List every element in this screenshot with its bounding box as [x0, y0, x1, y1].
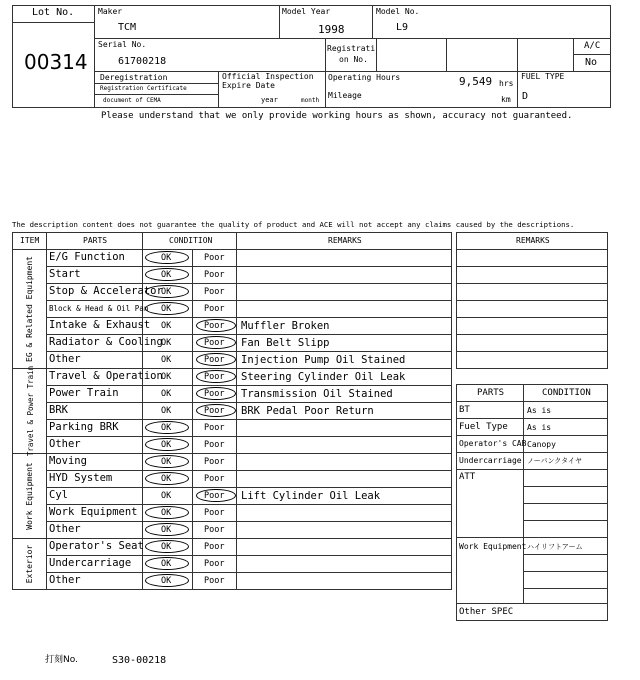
serial-no-label: Serial No.	[98, 40, 147, 49]
group-label-exterior: Exterior	[25, 544, 34, 584]
poor-label: Poor	[204, 304, 225, 314]
year-label: year	[261, 96, 278, 104]
row-part: Work Equipment	[49, 506, 138, 518]
maker-value: TCM	[118, 22, 137, 33]
spec-part-fuel-type: Fuel Type	[459, 422, 508, 432]
row-part: Power Train	[49, 387, 119, 399]
hrs-label: hrs	[499, 79, 514, 88]
model-no-value: L9	[396, 22, 409, 33]
row-remark: Transmission Oil Stained	[241, 388, 393, 400]
group-label-travel: Travel & Power Train	[26, 365, 35, 457]
row-part: Other	[49, 438, 81, 450]
poor-circle-mark	[196, 319, 236, 332]
ok-label: OK	[161, 542, 172, 552]
row-part: HYD System	[49, 472, 113, 484]
spec-part-bt: BT	[459, 405, 470, 415]
row-part: Other	[49, 574, 81, 586]
spec-cond-bt: As is	[527, 406, 552, 415]
spec-cond-operators-cab: Canopy	[527, 440, 556, 449]
row-part: Intake & Exhaust	[49, 319, 151, 331]
ok-label: OK	[161, 355, 172, 365]
row-part: Undercarriage	[49, 557, 132, 569]
poor-label: Poor	[204, 270, 225, 280]
registration-label-2: on No.	[339, 55, 368, 64]
row-part: Stop & Accelerator	[49, 285, 163, 297]
fuel-type-value: D	[522, 91, 529, 102]
ok-circle-mark	[145, 268, 189, 281]
row-part: Radiator & Cooling	[49, 336, 163, 348]
spec-part-att: ATT	[459, 472, 476, 482]
operating-hours-label: Operating Hours	[328, 73, 401, 82]
ok-circle-mark	[145, 285, 189, 298]
ok-circle-mark	[145, 421, 189, 434]
serial-no-value: 61700218	[118, 56, 167, 67]
km-label: km	[501, 95, 511, 104]
inspection-label-1: Official Inspection	[222, 72, 314, 81]
poor-label: Poor	[204, 321, 225, 331]
disclaimer: The description content does not guarantee the quality of product and ACE will not accept any claims caused by the descriptions.	[12, 220, 575, 229]
ok-label: OK	[161, 491, 172, 501]
ok-label: OK	[161, 253, 172, 263]
cema-label: document of CEMA	[103, 97, 161, 104]
parts-header: PARTS	[83, 236, 108, 245]
poor-label: Poor	[204, 474, 225, 484]
ok-circle-mark	[145, 574, 189, 587]
operating-hours-value: 9,549	[459, 75, 493, 88]
poor-label: Poor	[204, 406, 225, 416]
month-label: month	[301, 97, 320, 104]
poor-circle-mark	[196, 370, 236, 383]
row-part: E/G Function	[49, 251, 125, 263]
spec-condition-header: CONDITION	[542, 388, 591, 398]
poor-label: Poor	[204, 338, 225, 348]
group-label-work: Work Equipment	[25, 462, 34, 530]
row-part: Operator's Seat	[49, 540, 144, 552]
lot-no-value: 00314	[24, 50, 88, 74]
poor-circle-mark	[196, 404, 236, 417]
ok-label: OK	[161, 287, 172, 297]
spec-cond-fuel-type: As is	[527, 423, 552, 432]
poor-label: Poor	[204, 457, 225, 467]
stamp-no: S30-00218	[112, 655, 167, 666]
ok-label: OK	[161, 508, 172, 518]
ok-label: OK	[161, 440, 172, 450]
row-part: BRK	[49, 404, 68, 416]
remarks-header: REMARKS	[328, 236, 362, 245]
ok-label: OK	[161, 474, 172, 484]
row-remark: Steering Cylinder Oil Leak	[241, 371, 406, 383]
ok-label: OK	[161, 270, 172, 280]
poor-label: Poor	[204, 253, 225, 263]
ok-circle-mark	[145, 455, 189, 468]
row-remark: Muffler Broken	[241, 320, 330, 332]
poor-circle-mark	[196, 387, 236, 400]
row-part: Travel & Operation	[49, 370, 163, 382]
spec-parts-header: PARTS	[477, 388, 505, 398]
ok-label: OK	[161, 559, 172, 569]
maker-label: Maker	[98, 7, 123, 16]
ok-label: OK	[161, 389, 172, 399]
ac-label: A/C	[584, 41, 601, 51]
ok-label: OK	[161, 423, 172, 433]
poor-label: Poor	[204, 372, 225, 382]
row-part: Parking BRK	[49, 421, 119, 433]
fuel-type-label: FUEL TYPE	[521, 72, 565, 81]
row-remark: Injection Pump Oil Stained	[241, 354, 406, 366]
ok-label: OK	[161, 457, 172, 467]
ac-value: No	[585, 57, 598, 68]
ok-label: OK	[161, 338, 172, 348]
poor-circle-mark	[196, 353, 236, 366]
deregistration-label: Deregistration	[100, 73, 168, 82]
ok-circle-mark	[145, 540, 189, 553]
poor-label: Poor	[204, 525, 225, 535]
registration-label-1: Registrati	[327, 44, 376, 53]
poor-circle-mark	[196, 489, 236, 502]
spec-part-other-spec: Other SPEC	[459, 607, 514, 617]
group-label-eg: EG & Related Equipment	[25, 256, 34, 362]
ok-circle-mark	[145, 438, 189, 451]
row-remark: Fan Belt Slipp	[241, 337, 330, 349]
row-part: Cyl	[49, 489, 68, 501]
model-year-label: Model Year	[282, 7, 331, 16]
row-remark: Lift Cylinder Oil Leak	[241, 490, 381, 502]
condition-header: CONDITION	[169, 236, 213, 245]
ok-circle-mark	[145, 251, 189, 264]
poor-circle-mark	[196, 336, 236, 349]
ok-label: OK	[161, 321, 172, 331]
row-part: Other	[49, 353, 81, 365]
ok-label: OK	[161, 304, 172, 314]
row-remark: BRK Pedal Poor Return	[241, 405, 374, 417]
row-part: Block & Head & Oil Pan	[49, 304, 149, 313]
item-header: ITEM	[20, 236, 40, 245]
accuracy-notice: Please understand that we only provide working hours as shown, accuracy not guaranteed.	[101, 111, 573, 121]
poor-label: Poor	[204, 491, 225, 501]
poor-label: Poor	[204, 559, 225, 569]
row-part: Moving	[49, 455, 87, 467]
registration-cert-label: Registration Certificate	[100, 85, 187, 92]
spec-part-operators-cab: Operator's CAB	[459, 439, 527, 448]
ok-circle-mark	[145, 302, 189, 315]
ok-circle-mark	[145, 472, 189, 485]
poor-label: Poor	[204, 440, 225, 450]
row-part: Other	[49, 523, 81, 535]
inspection-label-2: Expire Date	[222, 81, 275, 90]
spec-cond-undercarriage: ノーパンクタイヤ	[527, 457, 583, 465]
ok-label: OK	[161, 576, 172, 586]
model-year-value: 1998	[318, 23, 345, 36]
stamp-label: 打刻No.	[45, 655, 78, 665]
model-no-label: Model No.	[376, 7, 420, 16]
poor-label: Poor	[204, 389, 225, 399]
remarks2-header: REMARKS	[516, 236, 550, 245]
spec-cond-work-equipment: ハイリフトアーム	[527, 543, 583, 551]
ok-label: OK	[161, 406, 172, 416]
ok-circle-mark	[145, 523, 189, 536]
row-part: Start	[49, 268, 81, 280]
poor-label: Poor	[204, 423, 225, 433]
spec-part-work-equipment: Work Equipment	[459, 542, 527, 551]
poor-label: Poor	[204, 355, 225, 365]
mileage-label: Mileage	[328, 91, 362, 100]
spec-part-undercarriage: Undercarriage	[459, 456, 522, 465]
ok-label: OK	[161, 372, 172, 382]
ok-circle-mark	[145, 506, 189, 519]
lot-no-label: Lot No.	[32, 7, 75, 18]
ok-label: OK	[161, 525, 172, 535]
ok-circle-mark	[145, 557, 189, 570]
poor-label: Poor	[204, 287, 225, 297]
poor-label: Poor	[204, 508, 225, 518]
poor-label: Poor	[204, 576, 225, 586]
poor-label: Poor	[204, 542, 225, 552]
